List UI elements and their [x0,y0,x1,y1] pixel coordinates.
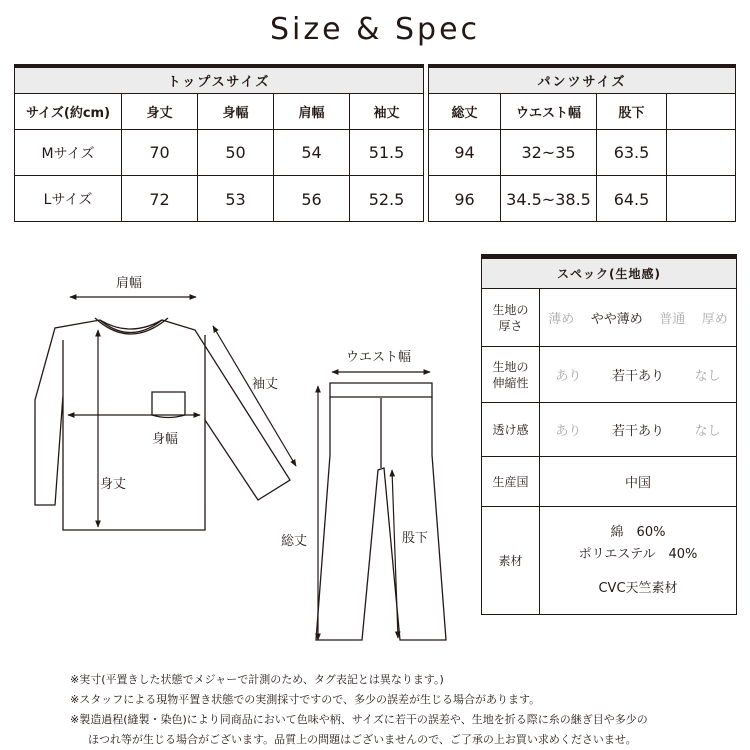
header-waist: ウエスト幅 [501,94,597,129]
table-cell: 54 [274,130,350,175]
pants-outline [316,383,446,640]
spec-label: 生地の 厚さ [482,289,540,346]
header-sleeve-length: 袖丈 [373,106,400,121]
header-total-length: 総丈 [429,94,501,129]
total-length-label: 総丈 [281,534,308,549]
header-body-length: 身丈 [122,94,198,129]
spec-caption: スペック(生地感) [482,259,736,289]
note-line: ※スタッフによる現物平置き状態での実測採寸ですので、多少の誤差が生じる場合があります。 [70,693,541,706]
spec-row-material [482,507,736,614]
origin-value: 中国 [624,476,651,491]
size-label: Mサイズ [15,130,122,175]
table-cell: 32~35 [501,130,597,175]
option-yes: あり [555,424,582,439]
option-no: なし [694,369,721,384]
spec-label: 透け感 [482,403,540,456]
material-line-cotton: 綿 60% [610,524,666,540]
table-cell: 34.5~38.5 [501,176,597,222]
spec-row-sheer [482,403,736,457]
body-width-label: 身幅 [152,432,179,447]
header-inseam: 股下 [597,94,667,129]
table-cell: 70 [122,130,198,175]
note-line: ※実寸(平置きした状態でメジャーで計測のため、タグ表記とは異なります。) [70,673,444,686]
shirt-outline [35,318,290,530]
option-thick: 厚め [701,312,728,327]
pants-caption: パンツサイズ [429,68,735,94]
table-cell: 53 [198,176,274,222]
shoulder-width-label: 肩幅 [116,276,143,291]
option-thin: 薄め [548,312,575,327]
notes [70,670,740,750]
material-line-polyester: ポリエステル 40% [578,546,698,562]
thickness-options [540,289,736,346]
stretch-options [540,347,736,402]
header-size: サイズ(約cm) [15,94,122,129]
header-shoulder-width: 肩幅 [274,94,350,129]
size-label: Lサイズ [15,176,122,222]
option-yes: あり [555,369,582,384]
sleeve-length-label: 袖丈 [252,377,279,392]
inseam-label: 股下 [402,531,429,546]
note-line: ほつれ等が生じる場合がございます。品質上の問題はございませんので、ご了承の上お買い求めくださいませ。 [88,733,637,746]
option-slight-selected: 若干あり [611,424,664,439]
option-slight-selected: 若干あり [611,369,664,384]
tops-caption: トップスサイズ [15,68,423,94]
table-cell: 51.5 [368,143,405,162]
table-cell: 56 [274,176,350,222]
spec-label: 生地の 伸縮性 [482,347,540,402]
waist-width-label: ウエスト幅 [346,350,412,365]
table-cell: 63.5 [597,130,667,175]
table-cell: 96 [429,176,501,222]
table-cell: 94 [429,130,501,175]
option-slightly-thin-selected: やや薄め [590,312,643,327]
body-length-label: 身丈 [100,477,127,492]
header-body-width: 身幅 [198,94,274,129]
table-cell: 72 [122,176,198,222]
option-normal: 普通 [659,312,686,327]
spec-table [481,254,737,615]
page-title: Size & Spec [269,12,481,47]
material-values [540,507,736,614]
spec-row-origin [482,457,736,507]
note-line: ※製造過程(縫製・染色)により同商品において色味や柄、サイズに若干の誤差や、生地を折る際に糸の継ぎ目や多少の [70,713,648,726]
shirt-dimension-arrows [68,297,296,527]
sheer-options [540,403,736,456]
table-cell: 64.5 [597,176,667,222]
option-no: なし [694,424,721,439]
table-cell: 52.5 [368,189,405,209]
spec-row-stretch [482,347,736,403]
spec-row-thickness [482,289,736,347]
spec-label: 素材 [482,507,540,614]
spec-label: 生産国 [482,457,540,506]
material-line-fabric: CVC天竺素材 [598,580,678,596]
table-cell: 50 [198,130,274,175]
